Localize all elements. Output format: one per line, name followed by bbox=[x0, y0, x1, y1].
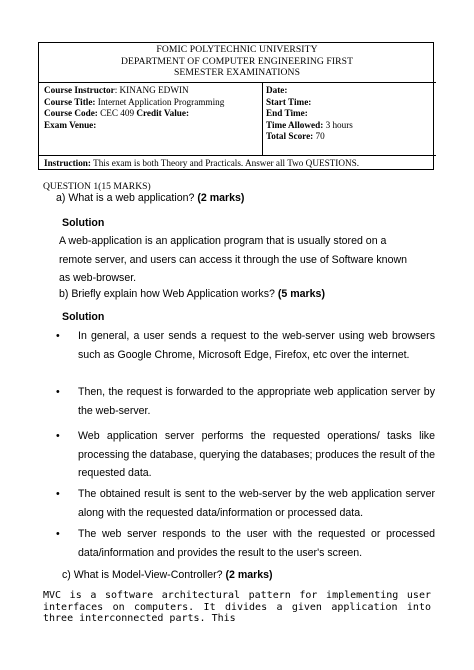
course-info bbox=[44, 85, 224, 131]
total-score-label: Total Score: bbox=[266, 131, 314, 141]
time-allowed-row bbox=[266, 120, 353, 132]
solution-label-a: Solution bbox=[62, 217, 105, 229]
answer-a-line-2: remote server, and users can access it through the use of Software known bbox=[59, 253, 408, 266]
instructor-row bbox=[44, 85, 224, 97]
university-name: FOMIC POLYTECHNIC UNIVERSITY bbox=[156, 44, 318, 55]
exam-venue-row bbox=[44, 120, 224, 132]
part-b-text: b) Briefly explain how Web Application works? bbox=[59, 288, 278, 300]
instruction-divider bbox=[38, 155, 436, 156]
instruction-row bbox=[44, 158, 359, 170]
part-b-marks: (5 marks) bbox=[277, 288, 325, 300]
instructor-label: Course Instructor bbox=[44, 85, 115, 95]
answer-a-line-1: A web-application is an application program that is usually stored on a bbox=[59, 235, 387, 247]
course-title-value: Internet Application Programming bbox=[95, 96, 225, 107]
solution-label-b: Solution bbox=[62, 311, 105, 323]
bullet-text-3: Web application server performs the requested operations/ tasks like processing the database, querying the databases; produces the result of the requested data. bbox=[78, 430, 435, 479]
bullet-text-1: In general, a user sends a request to the web-server using web browsers such as Google Chrome, Microsoft Edge, Firefox, etc over the internet. bbox=[78, 330, 435, 361]
course-title-label: Course Title: bbox=[44, 96, 96, 107]
answer-a bbox=[59, 232, 407, 288]
total-score-row bbox=[266, 131, 353, 143]
credit-value-label: Credit Value: bbox=[136, 108, 190, 118]
part-a-marks: (2 marks) bbox=[197, 192, 245, 204]
time-allowed-label: Time Allowed: bbox=[266, 119, 324, 130]
date-label: Date: bbox=[266, 85, 288, 95]
question-part-c bbox=[62, 569, 273, 581]
exam-timing-info bbox=[266, 85, 353, 143]
course-code-label: Course Code: bbox=[44, 108, 98, 118]
instruction-label: Instruction: bbox=[44, 158, 91, 168]
question-part-a bbox=[56, 192, 244, 204]
bullet-text-2: Then, the request is forwarded to the appropriate web application server by the web-server. bbox=[78, 386, 435, 417]
end-time-label: End Time: bbox=[266, 108, 308, 118]
bullet-text-5: The web server responds to the user with the requested or processed data/information and provides the result to the user's screen. bbox=[78, 528, 435, 559]
course-code-value: CEC 409 bbox=[97, 108, 137, 118]
answer-c: MVC is a software architectural pattern for implementing user interfaces on computers. It divides a given application into three interconnected parts. This bbox=[43, 590, 431, 625]
instruction-text: This exam is both Theory and Practicals. Answer all Two QUESTIONS. bbox=[90, 158, 360, 168]
exam-header-title bbox=[0, 44, 474, 79]
part-c-text: c) What is Model-View-Controller? bbox=[62, 569, 226, 581]
header-divider bbox=[38, 82, 436, 83]
bullet-dot-icon: • bbox=[56, 330, 60, 342]
department-name: DEPARTMENT OF COMPUTER ENGINEERING FIRST bbox=[120, 55, 354, 67]
instructor-value: : KINANG EDWIN bbox=[114, 85, 189, 95]
total-score-value: 70 bbox=[313, 131, 325, 141]
course-title-row bbox=[44, 97, 224, 109]
answer-a-line-3: as web-browser. bbox=[59, 272, 137, 284]
time-allowed-value: 3 hours bbox=[323, 119, 353, 130]
bullet-text-4: The obtained result is sent to the web-server by the web application server along with the requested data/information or processed data. bbox=[78, 488, 435, 519]
exam-name: SEMESTER EXAMINATIONS bbox=[173, 67, 301, 78]
bullet-dot-icon: • bbox=[56, 386, 60, 398]
bullet-dot-icon: • bbox=[56, 488, 60, 500]
course-code-row bbox=[44, 108, 224, 120]
bullet-dot-icon: • bbox=[56, 430, 60, 442]
header-vertical-divider bbox=[262, 82, 263, 156]
bullet-dot-icon: • bbox=[56, 528, 60, 540]
start-time-label: Start Time: bbox=[266, 96, 312, 107]
part-a-text: a) What is a web application? bbox=[56, 192, 198, 204]
part-c-marks: (2 marks) bbox=[225, 569, 273, 581]
exam-venue-label: Exam Venue: bbox=[44, 119, 97, 130]
question-part-b bbox=[59, 288, 325, 300]
question-heading: QUESTION 1(15 MARKS) bbox=[43, 181, 151, 192]
